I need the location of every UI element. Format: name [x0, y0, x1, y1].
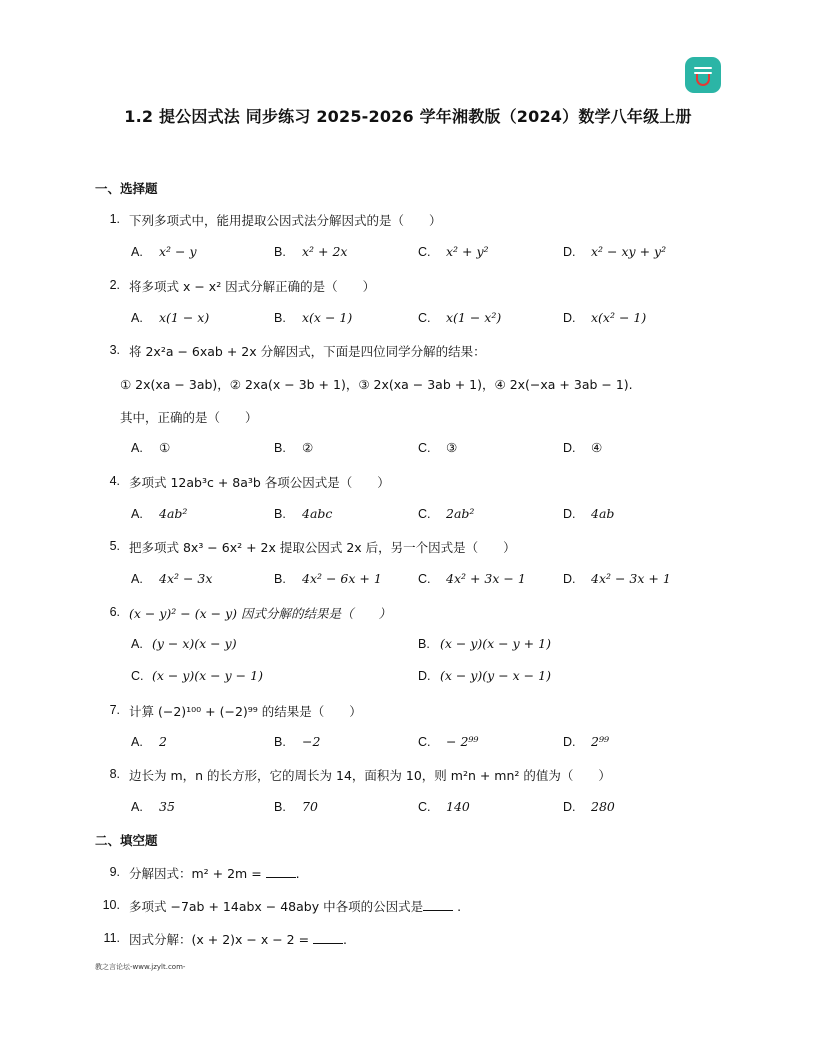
option-text: ③: [446, 440, 458, 455]
section-heading-fill: 二、填空题: [95, 833, 158, 848]
question-number: 6.: [109, 605, 120, 619]
option-label: C.: [418, 441, 431, 455]
option-text: 35: [159, 799, 175, 814]
fill-question: [129, 897, 461, 915]
question-number: 4.: [109, 474, 120, 488]
option-label: D.: [563, 572, 576, 586]
option-text: x² + y²: [446, 244, 489, 259]
fill-question-text: 多项式 −7ab + 14abx − 48aby 中各项的公因式是: [129, 899, 424, 914]
option-text: (x − y)(x − y + 1): [440, 636, 551, 651]
option-label: A.: [131, 507, 143, 521]
option-label: D.: [563, 441, 576, 455]
fill-question-end: .: [453, 899, 462, 914]
option-label: A.: [131, 800, 143, 814]
question-text: 计算 (−2)¹⁰⁰ + (−2)⁹⁹ 的结果是（ ）: [129, 704, 362, 719]
question-text: 将 2x²a − 6xab + 2x 分解因式，下面是四位同学分解的结果：: [129, 344, 486, 359]
question-number: 8.: [109, 767, 120, 781]
question-number: 1.: [109, 212, 120, 226]
option-label: C.: [418, 507, 431, 521]
option-text: x(1 − x²): [446, 310, 502, 325]
option-text: 2ab²: [446, 506, 475, 521]
option-text: x(1 − x): [159, 310, 210, 325]
option-text: 4ab: [591, 506, 615, 521]
option-text: 2⁹⁹: [591, 734, 609, 749]
option-text: 4x² − 6x + 1: [302, 571, 382, 586]
option-label: D.: [418, 669, 431, 683]
fill-question-end: .: [343, 932, 348, 947]
option-label: B.: [274, 735, 286, 749]
option-text: ④: [591, 440, 603, 455]
answer-blank[interactable]: [313, 931, 343, 944]
option-label: C.: [131, 669, 144, 683]
option-text: 4abc: [302, 506, 333, 521]
option-text: 2: [159, 734, 167, 749]
option-label: D.: [563, 311, 576, 325]
fill-question-text: 因式分解：(x + 2)x − x − 2 =: [129, 932, 314, 947]
option-label: A.: [131, 245, 143, 259]
option-label: D.: [563, 507, 576, 521]
question-text: 把多项式 8x³ − 6x² + 2x 提取公因式 2x 后，另一个因式是（ ）: [129, 540, 516, 555]
option-text: 4x² − 3x: [159, 571, 213, 586]
question-text: 边长为 m，n 的长方形，它的周长为 14，面积为 10，则 m²n + mn² 的值为（ ）: [129, 768, 611, 783]
option-label: D.: [563, 245, 576, 259]
option-label: C.: [418, 800, 431, 814]
option-label: A.: [131, 637, 143, 651]
option-label: C.: [418, 572, 431, 586]
option-text: ①: [159, 440, 171, 455]
option-text: 4ab²: [159, 506, 188, 521]
option-text: − 2⁹⁹: [446, 734, 479, 749]
option-label: D.: [563, 800, 576, 814]
fill-question-text: 分解因式：m² + 2m =: [129, 866, 266, 881]
option-label: C.: [418, 311, 431, 325]
option-label: C.: [418, 735, 431, 749]
page-footer: 教之言论坛-www.jzylt.com-: [95, 963, 186, 971]
option-text: 140: [446, 799, 470, 814]
option-label: C.: [418, 245, 431, 259]
question-prompt: 其中，正确的是（ ）: [120, 410, 258, 425]
option-text: 280: [591, 799, 615, 814]
option-label: B.: [274, 800, 286, 814]
option-text: (x − y)(y − x − 1): [440, 668, 551, 683]
option-text: (x − y)(x − y − 1): [152, 668, 263, 683]
option-label: A.: [131, 735, 143, 749]
question-number: 2.: [109, 278, 120, 292]
fill-question-end: .: [295, 866, 300, 881]
option-text: 4x² − 3x + 1: [591, 571, 671, 586]
question-candidates: ① 2x(xa − 3ab)，② 2xa(x − 3b + 1)，③ 2x(xa − 3ab + 1)，④ 2x(−xa + 3ab − 1).: [120, 377, 633, 392]
option-label: B.: [274, 245, 286, 259]
option-label: B.: [274, 507, 286, 521]
fill-question: [129, 930, 347, 948]
option-label: B.: [274, 572, 286, 586]
question-number: 10.: [102, 898, 120, 912]
question-number: 7.: [109, 703, 120, 717]
option-text: x² − y: [159, 244, 197, 259]
question-number: 9.: [109, 865, 120, 879]
question-number: 3.: [109, 343, 120, 357]
option-label: A.: [131, 572, 143, 586]
answer-blank[interactable]: [266, 865, 296, 878]
question-text: 下列多项式中，能用提取公因式法分解因式的是（ ）: [129, 213, 442, 228]
option-text: x² + 2x: [302, 244, 348, 259]
option-label: A.: [131, 311, 143, 325]
fill-question: [129, 864, 300, 882]
option-text: −2: [302, 734, 321, 749]
option-label: D.: [563, 735, 576, 749]
question-text: 多项式 12ab³c + 8a³b 各项公因式是（ ）: [129, 475, 390, 490]
option-label: B.: [274, 441, 286, 455]
option-text: x(x − 1): [302, 310, 353, 325]
section-heading-choice: 一、选择题: [95, 181, 158, 196]
option-label: B.: [418, 637, 430, 651]
option-label: A.: [131, 441, 143, 455]
question-text: 将多项式 x − x² 因式分解正确的是（ ）: [129, 279, 376, 294]
option-text: x(x² − 1): [591, 310, 647, 325]
question-number: 11.: [103, 931, 120, 945]
answer-blank[interactable]: [423, 898, 453, 911]
option-text: 70: [302, 799, 318, 814]
question-text: (x − y)² − (x − y) 因式分解的结果是（ ）: [129, 606, 391, 621]
question-number: 5.: [109, 539, 120, 553]
site-logo-icon: [685, 57, 721, 93]
option-text: ②: [302, 440, 314, 455]
option-text: 4x² + 3x − 1: [446, 571, 526, 586]
option-text: (y − x)(x − y): [152, 636, 237, 651]
option-label: B.: [274, 311, 286, 325]
option-text: x² − xy + y²: [591, 244, 667, 259]
page-title: 1.2 提公因式法 同步练习 2025-2026 学年湘教版（2024）数学八年级上册: [124, 107, 692, 126]
